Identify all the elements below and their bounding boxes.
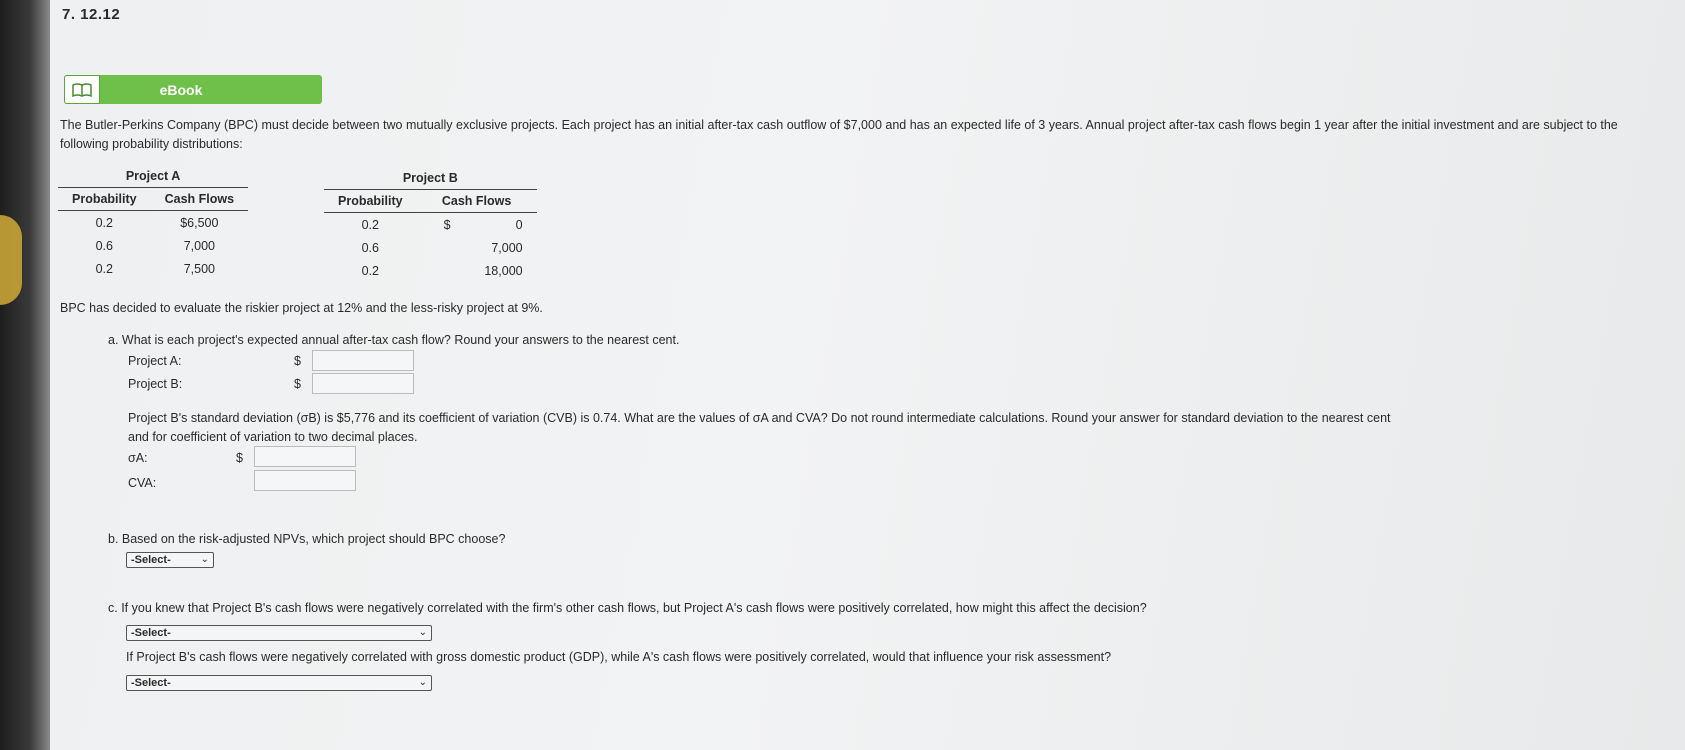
column-header: Cash Flows (417, 190, 537, 213)
currency-symbol: $ (294, 354, 301, 368)
chevron-down-icon: ⌄ (200, 554, 209, 565)
column-header: Cash Flows (151, 188, 248, 211)
project-a-expected-cf-input[interactable] (312, 350, 414, 371)
cash-flow-cell: 7,000 (183, 238, 215, 253)
discount-rate-text: BPC has decided to evaluate the riskier project at 12% and the less-risky project at 9%. (60, 301, 543, 315)
currency-cell (417, 236, 451, 259)
ebook-label: eBook (159, 81, 203, 98)
cash-flow-cell: 7,500 (183, 261, 215, 276)
probability-cell: 0.6 (95, 238, 113, 253)
sigma-a-input[interactable] (254, 446, 356, 467)
currency-symbol: $ (294, 377, 301, 391)
part-b-select[interactable] (126, 552, 214, 568)
probability-cell: 0.6 (361, 240, 379, 255)
probability-cell: 0.2 (361, 217, 379, 232)
book-icon (64, 75, 100, 104)
cash-flow-cell: 18,000 (484, 263, 523, 278)
probability-cell: 0.2 (361, 263, 379, 278)
table-row (324, 213, 537, 237)
select-value: -Select- (131, 554, 171, 566)
currency-symbol: $ (236, 451, 243, 465)
cv-a-input[interactable] (254, 470, 356, 491)
background-strip (0, 0, 50, 750)
table-row (324, 259, 537, 282)
part-a-question: a. What is each project's expected annual after-tax cash flow? Round your answers to the nearest cent. (108, 333, 680, 347)
part-c-question: c. If you knew that Project B's cash flows were negatively correlated with the firm's other cash flows, but Project A's cash flows were positively correlated, how might this affect the decision? (108, 601, 1147, 615)
project-b-expected-cf-input[interactable] (312, 373, 414, 394)
part-c-select-2[interactable] (126, 675, 432, 691)
project-a-title: Project A (58, 167, 248, 188)
question-page (50, 0, 1685, 750)
project-a-table (58, 167, 248, 280)
project-b-title: Project B (324, 169, 537, 190)
project-b-label: Project B: (128, 377, 183, 391)
currency-cell (417, 259, 451, 282)
problem-intro: The Butler-Perkins Company (BPC) must decide between two mutually exclusive projects. Each project has an initial after-tax cash outflow of $7,000 and has an expected life of 3 years. Annual project after-tax cash flows begin 1 year after the initial investment and are subject to the following probability distributions: (60, 118, 1618, 151)
probability-cell: 0.2 (95, 215, 113, 230)
background-object (0, 215, 22, 305)
probability-cell: 0.2 (95, 261, 113, 276)
table-row (58, 234, 248, 257)
cash-flow-cell: 0 (515, 217, 523, 232)
chevron-down-icon: ⌄ (418, 677, 427, 688)
std-dev-question: Project B's standard deviation (σB) is $5,776 and its coefficient of variation (CVB) is 0.74. What are the values of σA and CVA? Do not round intermediate calculations. Round your answer for standard deviation to the nearest cent (128, 411, 1391, 425)
select-value: -Select- (131, 627, 171, 639)
currency-cell: $ (443, 217, 451, 232)
column-header: Probability (324, 190, 417, 213)
cash-flow-cell: 7,000 (491, 240, 523, 255)
question-number: 7. 12.12 (62, 6, 121, 23)
project-a-label: Project A: (128, 354, 182, 368)
part-b-question: b. Based on the risk-adjusted NPVs, which project should BPC choose? (108, 532, 506, 546)
part-c-question-2: If Project B's cash flows were negatively correlated with gross domestic product (GDP), while A's cash flows were positively correlated, would that influence your risk assessment? (126, 650, 1112, 664)
std-dev-question-cont: and for coefficient of variation to two decimal places. (128, 430, 418, 444)
table-row (58, 257, 248, 280)
ebook-button[interactable] (64, 75, 322, 104)
column-header: Probability (58, 188, 151, 211)
cv-a-label: CVA: (128, 476, 157, 490)
project-b-table (324, 169, 537, 282)
part-c-select-1[interactable] (126, 625, 432, 641)
table-row (324, 236, 537, 259)
sigma-a-label: σA: (128, 451, 148, 465)
select-value: -Select- (131, 677, 171, 689)
table-row (58, 211, 248, 235)
cash-flow-cell: $6,500 (180, 215, 219, 230)
chevron-down-icon: ⌄ (418, 627, 427, 638)
